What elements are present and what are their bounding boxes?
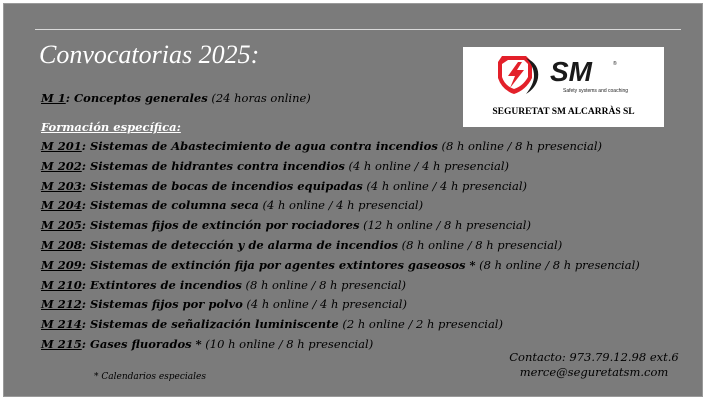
slide: [3, 3, 703, 397]
module-name: : Sistemas de detección y de alarma de incendios: [81, 238, 398, 252]
module-hours: (8 h online / 8 h presencial): [475, 257, 640, 272]
module-row: [41, 297, 407, 311]
module-row: [41, 337, 373, 351]
page-title: Convocatorias 2025:: [39, 40, 260, 69]
module-row: [41, 218, 531, 232]
module-hours: (8 h online / 8 h presencial): [241, 277, 407, 292]
module-code: M 215: [41, 337, 82, 351]
module-row: [41, 179, 527, 193]
module-name: : Sistemas de Abastecimiento de agua contra incendios: [81, 139, 438, 153]
module-name: : Conceptos generales: [65, 91, 208, 105]
module-hours: (4 h online / 4 h presencial): [242, 297, 407, 312]
module-name: : Sistemas fijos de extinción por rociadores: [81, 218, 360, 233]
module-row: [41, 238, 562, 252]
module-name: : Sistemas de señalización luminiscente: [81, 317, 339, 332]
module-hours: (24 horas online): [207, 91, 311, 105]
contact-phone: Contacto: 973.79.12.98 ext.6: [509, 350, 679, 364]
logo-tagline: Safety systems and coaching: [563, 88, 629, 94]
module-hours: (4 h online / 4 h presencial): [258, 198, 424, 213]
module-code: M 212: [41, 297, 82, 312]
module-code: M 210: [41, 277, 82, 292]
module-code: M 205: [41, 218, 82, 233]
module-row: [41, 317, 503, 331]
module-name: : Sistemas de columna seca: [81, 198, 259, 213]
module-code: M 214: [41, 317, 82, 332]
module-code: M 203: [41, 178, 82, 193]
company-logo: [463, 47, 664, 127]
module-code: M 204: [41, 198, 82, 213]
module-hours: (4 h online / 4 h presencial): [362, 178, 527, 193]
module-row: [41, 198, 423, 212]
intro-module: [41, 91, 311, 105]
module-hours: (4 h online / 4 h presencial): [344, 158, 510, 173]
section-title: Formación específica:: [41, 120, 181, 134]
contact-email: merce@seguretatsm.com: [519, 365, 669, 379]
module-name: : Sistemas de bocas de incendios equipadas: [81, 178, 363, 193]
module-name: : Sistemas de hidrantes contra incendios: [81, 158, 345, 173]
svg-text:®: ®: [613, 61, 617, 67]
svg-text:SM: SM: [550, 58, 592, 84]
module-name: : Gases fluorados *: [81, 337, 202, 351]
shield-bolt-icon: [496, 54, 544, 96]
module-code: M 209: [41, 257, 82, 272]
module-row: [41, 159, 509, 173]
module-name: : Sistemas de extinción fija por agentes extintores gaseosos *: [81, 257, 476, 272]
module-row: [41, 258, 640, 272]
brand-wordmark: [550, 58, 620, 84]
module-code: M 1: [41, 91, 66, 105]
module-hours: (10 h online / 8 h presencial): [201, 337, 374, 351]
module-name: : Extintores de incendios: [81, 277, 242, 292]
module-hours: (8 h online / 8 h presencial): [437, 139, 603, 153]
module-code: M 208: [41, 238, 82, 252]
module-row: [41, 139, 602, 153]
module-row: [41, 278, 406, 292]
module-hours: (2 h online / 2 h presencial): [338, 317, 503, 332]
module-hours: (8 h online / 8 h presencial): [397, 238, 563, 252]
company-name: SEGURETAT SM ALCARRÀS SL: [492, 107, 635, 117]
footnote: * Calendarios especiales: [94, 372, 206, 382]
top-divider: [35, 29, 681, 30]
module-hours: (12 h online / 8 h presencial): [359, 218, 531, 233]
module-code: M 201: [41, 139, 82, 153]
module-name: : Sistemas fijos por polvo: [81, 297, 243, 312]
module-code: M 202: [41, 158, 82, 173]
